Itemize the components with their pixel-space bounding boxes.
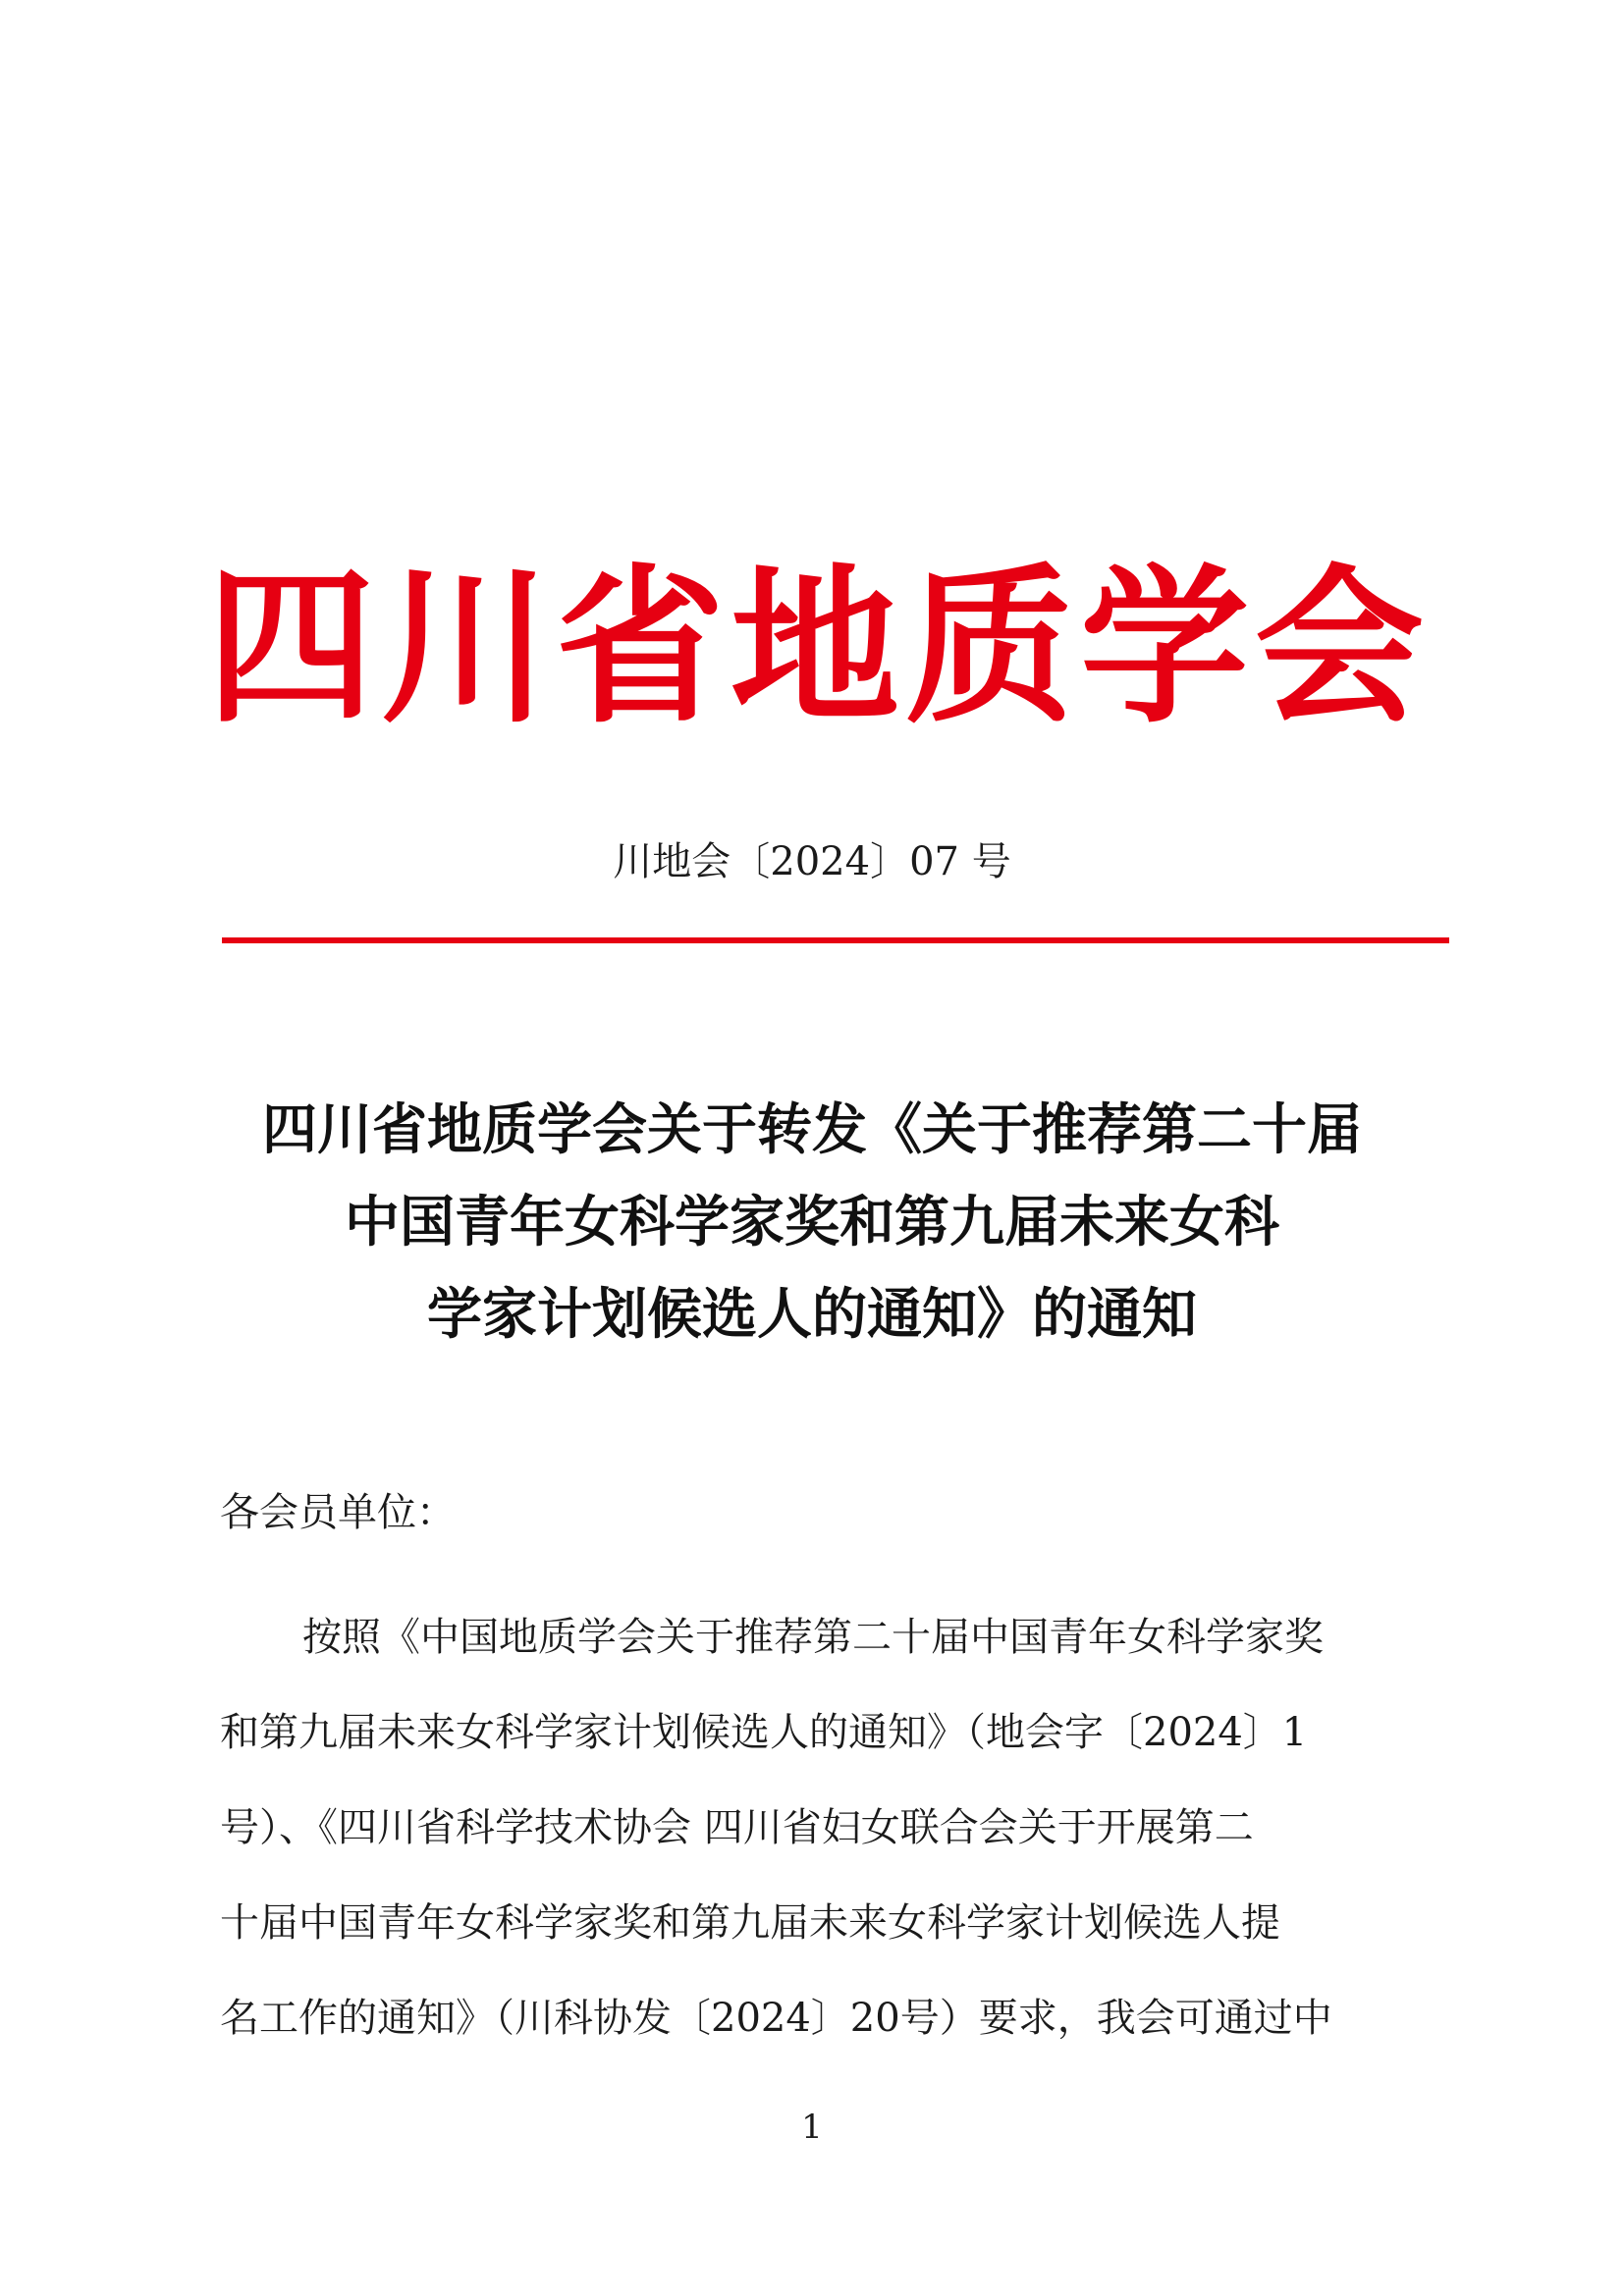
masthead-char: 会 bbox=[1255, 549, 1424, 746]
masthead-char: 质 bbox=[905, 549, 1074, 746]
salutation: 各会员单位： bbox=[220, 1490, 456, 1535]
page-number: 1 bbox=[801, 2108, 823, 2147]
document-number: 川地会〔2024〕07 号 bbox=[613, 839, 1011, 884]
body-line: 号）、《四川省科学技术协会 四川省妇女联合会关于开展第二 bbox=[220, 1805, 1254, 1850]
body-line: 和第九届未来女科学家计划候选人的通知》（地会字〔2024〕1 bbox=[220, 1710, 1308, 1755]
body-line: 按照《中国地质学会关于推荐第二十届中国青年女科学家奖 bbox=[302, 1615, 1324, 1660]
organization-masthead bbox=[206, 550, 1424, 746]
body-line: 名工作的通知》（川科协发〔2024〕20号）要求，我会可通过中 bbox=[220, 1996, 1332, 2041]
notice-title-line: 四川省地质学会关于转发《关于推荐第二十届 bbox=[262, 1098, 1362, 1162]
body-line: 十届中国青年女科学家奖和第九届未来女科学家计划候选人提 bbox=[220, 1900, 1280, 1946]
notice-title-line: 学家计划候选人的通知》的通知 bbox=[427, 1283, 1197, 1347]
masthead-char: 川 bbox=[381, 549, 550, 746]
body-paragraph bbox=[220, 1590, 1437, 2066]
masthead-char: 学 bbox=[1080, 549, 1249, 746]
notice-title bbox=[147, 1085, 1477, 1362]
notice-title-line: 中国青年女科学家奖和第九届未来女科 bbox=[345, 1191, 1279, 1255]
masthead-char: 省 bbox=[556, 549, 725, 746]
red-divider-line bbox=[222, 937, 1449, 943]
masthead-char: 地 bbox=[731, 549, 899, 746]
masthead-char: 四 bbox=[206, 549, 375, 746]
